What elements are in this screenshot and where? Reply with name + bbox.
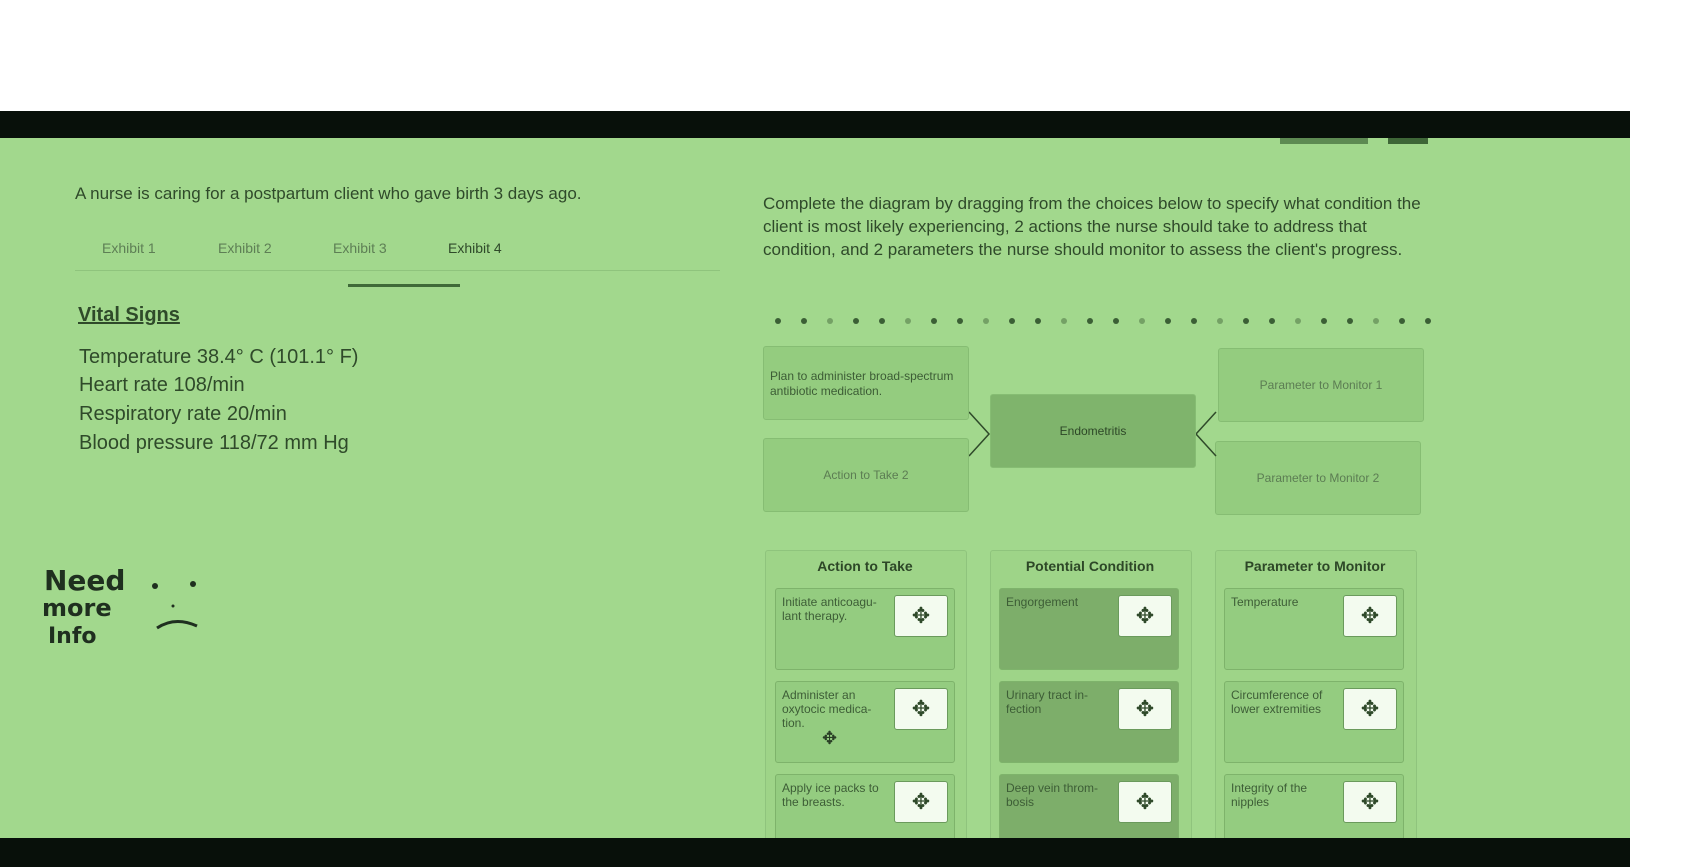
choice-card[interactable] — [1224, 774, 1404, 838]
divider-dot — [1087, 318, 1093, 324]
handwritten-need: Need — [44, 564, 126, 597]
move-arrows-icon[interactable]: ✥ — [1343, 781, 1397, 823]
divider-dot — [1165, 318, 1171, 324]
action-slot-2[interactable]: Action to Take 2 — [763, 438, 969, 512]
parameter-slot-1[interactable]: Parameter to Monitor 1 — [1218, 348, 1424, 422]
top-right-tab-2[interactable] — [1388, 138, 1428, 144]
vital-respiratory-rate: Respiratory rate 20/min — [79, 403, 287, 425]
parameters-column-title: Parameter to Monitor — [1244, 558, 1386, 574]
condition-slot[interactable]: Endometritis — [990, 394, 1196, 468]
exhibit-tabs — [75, 240, 720, 271]
divider-dot — [1269, 318, 1275, 324]
divider-dot — [931, 318, 937, 324]
divider-dot — [775, 318, 781, 324]
divider-dot — [1347, 318, 1353, 324]
move-arrows-icon[interactable]: ✥ — [1343, 595, 1397, 637]
vital-heart-rate: Heart rate 108/min — [79, 374, 245, 396]
choice-label: Apply ice packs to the breasts. — [782, 781, 879, 809]
divider-dot — [1243, 318, 1249, 324]
active-tab-indicator — [348, 284, 460, 287]
choice-label: Deep vein throm-bosis — [1006, 781, 1099, 809]
move-arrows-icon[interactable]: ✥ — [1343, 688, 1397, 730]
choice-label: Integrity of the nipples — [1231, 781, 1308, 809]
divider-dot — [905, 318, 911, 324]
move-arrows-icon[interactable]: ✥ — [894, 688, 948, 730]
tab-exhibit-3[interactable]: Exhibit 3 — [333, 240, 387, 256]
move-arrows-icon[interactable]: ✥ — [1118, 688, 1172, 730]
divider-dot — [879, 318, 885, 324]
top-black-bar — [0, 111, 1630, 138]
divider-dot — [1009, 318, 1015, 324]
top-right-tab-1[interactable] — [1280, 138, 1368, 144]
dotted-divider — [775, 318, 1430, 326]
exhibit-title: Vital Signs — [78, 304, 180, 326]
choice-label: Circumference of lower extremities — [1231, 688, 1323, 716]
choice-card[interactable] — [999, 588, 1179, 670]
choice-card[interactable] — [999, 774, 1179, 838]
move-arrows-icon[interactable]: ✥ — [894, 595, 948, 637]
vital-temperature: Temperature 38.4° C (101.1° F) — [79, 346, 359, 368]
sad-face-doodle — [145, 578, 205, 638]
choice-label: Initiate anticoagu-lant therapy. — [782, 595, 877, 623]
divider-dot — [983, 318, 989, 324]
divider-dot — [1139, 318, 1145, 324]
divider-dot — [1113, 318, 1119, 324]
handwritten-more: more — [42, 594, 112, 622]
divider-dot — [957, 318, 963, 324]
divider-dot — [1191, 318, 1197, 324]
choice-card[interactable] — [775, 774, 955, 838]
choice-card[interactable] — [999, 681, 1179, 763]
tab-exhibit-2[interactable]: Exhibit 2 — [218, 240, 272, 256]
bottom-black-bar — [0, 838, 1630, 867]
actions-column-title: Action to Take — [817, 558, 913, 574]
divider-dot — [801, 318, 807, 324]
parameter-slot-2[interactable]: Parameter to Monitor 2 — [1215, 441, 1421, 515]
divider-dot — [1399, 318, 1405, 324]
instructions: Complete the diagram by dragging from the choices below to specify what condition the client is most likely experiencing, 2 actions the nurse should take to address that condition, and 2 parameters the nurse should monitor to assess the client's progress. — [763, 194, 1421, 259]
divider-dot — [1321, 318, 1327, 324]
tab-exhibit-1[interactable]: Exhibit 1 — [102, 240, 156, 256]
screen-area — [0, 138, 1630, 838]
move-arrows-icon[interactable]: ✥ — [1118, 595, 1172, 637]
handwritten-info: Info — [48, 624, 97, 649]
choice-card[interactable] — [1224, 681, 1404, 763]
choice-card[interactable] — [775, 681, 955, 763]
divider-dot — [827, 318, 833, 324]
left-connector — [969, 410, 991, 458]
case-stem: A nurse is caring for a postpartum client who gave birth 3 days ago. — [75, 184, 582, 203]
divider-dot — [1425, 318, 1431, 324]
choice-label: Engorgement — [1006, 595, 1079, 609]
divider-dot — [1061, 318, 1067, 324]
divider-dot — [1217, 318, 1223, 324]
tab-exhibit-4[interactable]: Exhibit 4 — [448, 240, 502, 256]
move-cursor-icon: ✥ — [822, 728, 838, 748]
choice-label: Temperature — [1231, 595, 1299, 609]
choice-label: Urinary tract in-fection — [1006, 688, 1089, 716]
choice-label: Administer an oxytocic medica-tion. — [782, 688, 872, 730]
divider-dot — [1035, 318, 1041, 324]
choice-card[interactable] — [775, 588, 955, 670]
divider-dot — [1295, 318, 1301, 324]
conditions-column-title: Potential Condition — [1025, 558, 1155, 574]
divider-dot — [853, 318, 859, 324]
choice-card[interactable] — [1224, 588, 1404, 670]
right-connector — [1196, 410, 1218, 458]
action-slot-1[interactable]: Plan to administer broad-spectrum antibiotic medication. — [763, 346, 969, 420]
move-arrows-icon[interactable]: ✥ — [1118, 781, 1172, 823]
vital-blood-pressure: Blood pressure 118/72 mm Hg — [79, 432, 349, 454]
divider-dot — [1373, 318, 1379, 324]
move-arrows-icon[interactable]: ✥ — [894, 781, 948, 823]
